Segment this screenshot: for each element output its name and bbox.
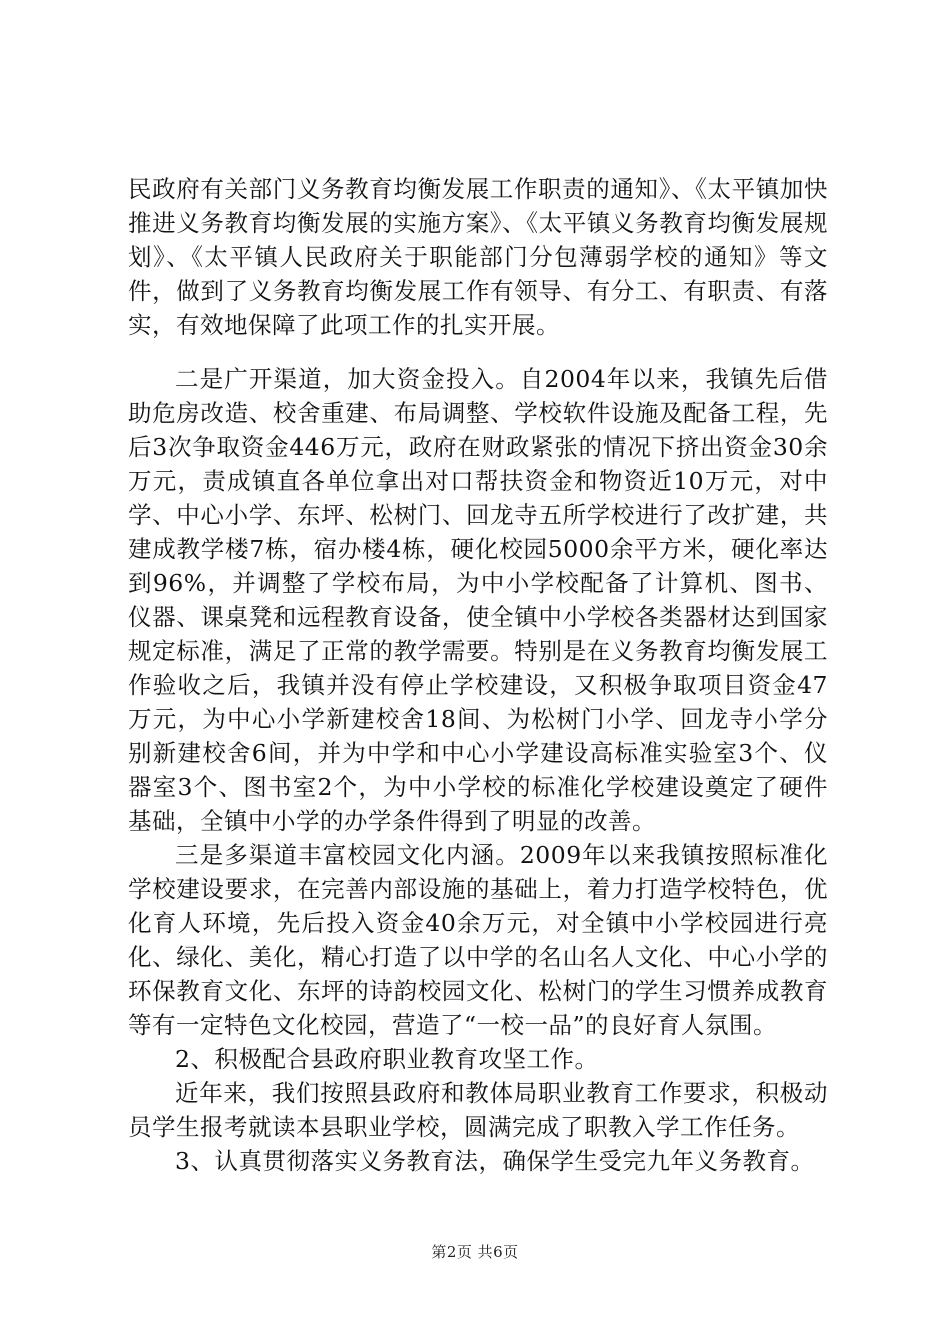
page-number-footer: 第2页 共6页 [431,1243,519,1261]
paragraph-vocational-education: 近年来，我们按照县政府和教体局职业教育工作要求，积极动员学生报考就读本县职业学校，圆满完成了职教入学工作任务。 [128,1079,828,1141]
paragraph-funding: 二是广开渠道，加大资金投入。自2004年以来，我镇先后借助危房改造、校舍重建、布局调整、学校软件设施及配备工程，先后3次争取资金446万元，政府在财政紧张的情况下挤出资金30余万元，责成镇直各单位拿出对口帮扶资金和物资近10万元，对中学、中心小学、东坪、松树门、回龙寺五所学校进行了改扩建，共建成教学楼7栋，宿办楼4栋，硬化校园5000余平方米，硬化率达到96%，并调整了学校布局，为中小学校配备了计算机、图书、仪器、课桌凳和远程教育设备，使全镇中小学校各类器材达到国家规定标准，满足了正常的教学需要。特别是在义务教育均衡发展工作验收之后，我镇并没有停止学校建设，又积极争取项目资金47万元，为中心小学新建校舍18间、为松树门小学、回龙寺小学分别新建校舍6间，并为中学和中心小学建设高标准实验室3个、仪器室3个、图书室2个，为中小学校的标准化学校建设奠定了硬件基础，全镇中小学的办学条件得到了明显的改善。 [128,365,828,835]
heading-compulsory-education-law: 3、认真贯彻落实义务教育法，确保学生受完九年义务教育。 [175,1147,815,1175]
paragraph-continuation: 民政府有关部门义务教育均衡发展工作职责的通知》、《太平镇加快推进义务教育均衡发展的实施方案》、《太平镇义务教育均衡发展规划》、《太平镇人民政府关于职能部门分包薄弱学校的通知》等文件，做到了义务教育均衡发展工作有领导、有分工、有职责、有落实，有效地保障了此项工作的扎实开展。 [128,175,828,339]
heading-vocational-education: 2、积极配合县政府职业教育攻坚工作。 [175,1045,599,1073]
paragraph-campus-culture: 三是多渠道丰富校园文化内涵。2009年以来我镇按照标准化学校建设要求，在完善内部设施的基础上，着力打造学校特色，优化育人环境，先后投入资金40余万元，对全镇中小学校园进行亮化、绿化、美化，精心打造了以中学的名山名人文化、中心小学的环保教育文化、东坪的诗韵校园文化、松树门的学生习惯养成教育等有一定特色文化校园，营造了“一校一品”的良好育人氛围。 [128,841,828,1039]
document-body [128,172,828,1178]
paragraph-spacer [128,342,828,362]
